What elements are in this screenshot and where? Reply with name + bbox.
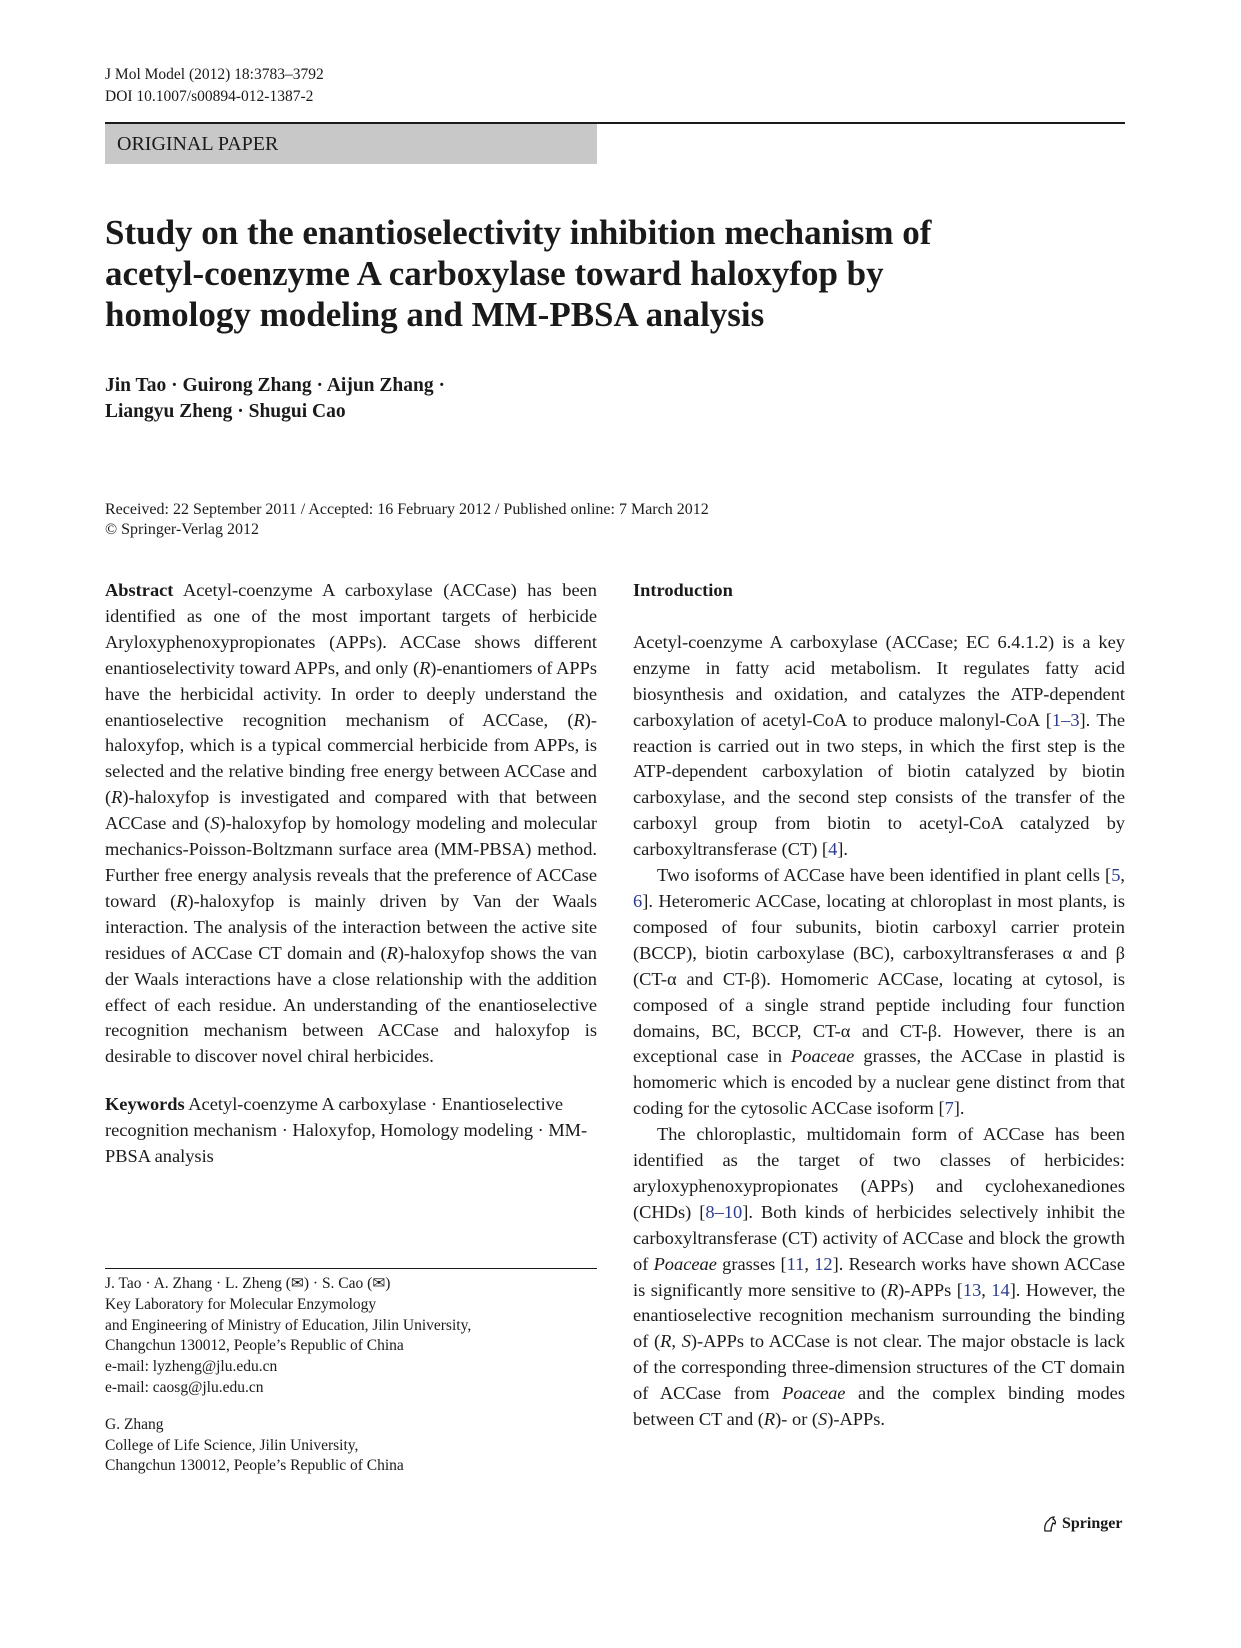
- citation-link[interactable]: 11: [786, 1253, 805, 1274]
- citation-link[interactable]: 7: [944, 1098, 954, 1119]
- author-list: [105, 373, 665, 425]
- introduction-heading: Introduction: [633, 580, 733, 600]
- journal-doi[interactable]: DOI 10.1007/s00894-012-1387-2: [105, 88, 314, 105]
- publication-dates: [105, 500, 709, 540]
- abstract: Abstract Acetyl-coenzyme A carboxylase (ACCase) has been identified as one of the most important targets of herbicide Aryloxyphenoxypropionates (APPs). ACCase shows different enantioselectivity toward APPs, and only (R)-enantiomers of APPs have the herbicidal activity. In order to deeply understand the enantioselective recognition mechanism of ACCase, (R)-haloxyfop, which is a typical commercial herbicide from APPs, is selected and the relative binding free energy between ACCase and (R)-haloxyfop is investigated and compared with that between ACCase and (S)-haloxyfop by homology modeling and molecular mechanics-Poisson-Boltzmann surface area (MM-PBSA) method. Further free energy analysis reveals that the preference of ACCase toward (R)-haloxyfop is mainly driven by Van der Waals interaction. The analysis of the interaction between the active site residues of ACCase CT domain and (R)-haloxyfop shows the van der Waals interactions have a close relationship with the addition effect of each residue. An understanding of the enantioselective recognition mechanism between ACCase and haloxyfop is desirable to discover novel chiral herbicides.: [105, 580, 597, 1067]
- abstract-label: Abstract: [105, 580, 174, 600]
- citation-link[interactable]: 13: [962, 1279, 982, 1300]
- intro-paragraph-1: Acetyl-coenzyme A carboxylase (ACCase; EC 6.4.1.2) is a key enzyme in fatty acid metabolism. It regulates fatty acid biosynthesis and oxidation, and catalyzes the ATP-dependent carboxylation of acetyl-CoA to produce malonyl-CoA [1–3]. The reaction is carried out in two steps, in which the first step is the ATP-dependent carboxylation of biotin catalyzed by biotin carboxylase, and the second step consists of the transfer of the carboxyl group from biotin to acetyl-CoA catalyzed by carboxyltransferase (CT) [4].: [633, 631, 1125, 860]
- citation-link[interactable]: 4: [828, 839, 838, 860]
- affiliation-2-name: G. Zhang: [105, 1415, 164, 1433]
- affiliation-rule: [105, 1268, 597, 1269]
- springer-horse-icon: [1042, 1515, 1058, 1533]
- intro-paragraph-2: Two isoforms of ACCase have been identified in plant cells [5, 6]. Heteromeric ACCase, locating at chloroplast in most plants, is composed of four subunits, biotin carboxyl carrier protein (BCCP), biotin carboxylase (BC), carboxyltransferases α and β (CT-α and CT-β). Homomeric ACCase, locating at cytosol, is composed of a single strand peptide including four function domains, BC, BCCP, CT-α and CT-β. However, there is an exceptional case in Poaceae grasses, the ACCase in plastid is homomeric which is encoded by a nuclear gene distinct from that coding for the cytosolic ACCase isoform [7].: [633, 865, 1125, 1119]
- intro-paragraph-3: The chloroplastic, multidomain form of ACCase has been identified as the target of two classes of herbicides: aryloxyphenoxypropionates (APPs) and cyclohexanediones (CHDs) [8–10]. Both kinds of herbicides selectively inhibit the carboxyltransferase (CT) activity of ACCase and block the growth of Poaceae grasses [11, 12]. Research works have shown ACCase is significantly more sensitive to (R)-APPs [13, 14]. However, the enantioselective recognition mechanism surrounding the binding of (R, S)-APPs to ACCase is not clear. The major obstacle is lack of the corresponding three-dimension structures of the CT domain of ACCase from Poaceae and the complex binding modes between CT and (R)- or (S)-APPs.: [633, 1124, 1126, 1430]
- affiliation-1-names: J. Tao · A. Zhang · L. Zheng (✉) · S. Cao (✉): [105, 1275, 391, 1292]
- left-column: [105, 578, 597, 1170]
- springer-logo: [1042, 1515, 1122, 1533]
- citation-link[interactable]: 12: [814, 1253, 833, 1274]
- citation-link[interactable]: 8–10: [705, 1201, 743, 1222]
- copyright-line: © Springer-Verlag 2012: [105, 521, 260, 538]
- email-link[interactable]: e-mail: caosg@jlu.edu.cn: [105, 1378, 264, 1396]
- journal-citation: J Mol Model (2012) 18:3783–3792: [105, 66, 324, 83]
- journal-header: [105, 64, 324, 108]
- keywords: [105, 1092, 597, 1170]
- right-column: [633, 578, 1125, 1433]
- dates-line: Received: 22 September 2011 / Accepted: 16 February 2012 / Published online: 7 March 2012: [105, 501, 709, 518]
- email-link[interactable]: e-mail: lyzheng@jlu.edu.cn: [105, 1358, 278, 1376]
- authors-line-2: Liangyu Zheng · Shugui Cao: [105, 401, 346, 422]
- publisher-name: Springer: [1062, 1515, 1123, 1532]
- citation-link[interactable]: 1–3: [1051, 709, 1080, 730]
- authors-line-1: Jin Tao · Guirong Zhang · Aijun Zhang ·: [105, 375, 445, 396]
- citation-link[interactable]: 6: [633, 890, 643, 911]
- affiliations: J. Tao · A. Zhang · L. Zheng (✉) · S. Cao (✉) Key Laboratory for Molecular Enzymology and Engineering of Ministry of Education, Jilin University, Changchun 130012, People’s Republic of China e-mail: lyzheng@jlu.edu.cn e-mail: caosg@jlu.edu.cn G. Zhang College of Life Science, Jilin University, Changchun 130012, People’s Republic of China: [105, 1274, 597, 1477]
- keywords-text: Acetyl-coenzyme A carboxylase · Enantioselective recognition mechanism · Haloxyfop, Homology modeling · MM-PBSA analysis: [105, 1094, 588, 1167]
- citation-link[interactable]: 5: [1111, 865, 1121, 886]
- citation-link[interactable]: 14: [991, 1279, 1010, 1300]
- keywords-label: Keywords: [105, 1094, 185, 1115]
- paper-type-banner: ORIGINAL PAPER: [105, 124, 597, 164]
- paper-title: Study on the enantioselectivity inhibition mechanism of acetyl-coenzyme A carboxylase toward haloxyfop by homology modeling and MM-PBSA analysis: [105, 213, 932, 334]
